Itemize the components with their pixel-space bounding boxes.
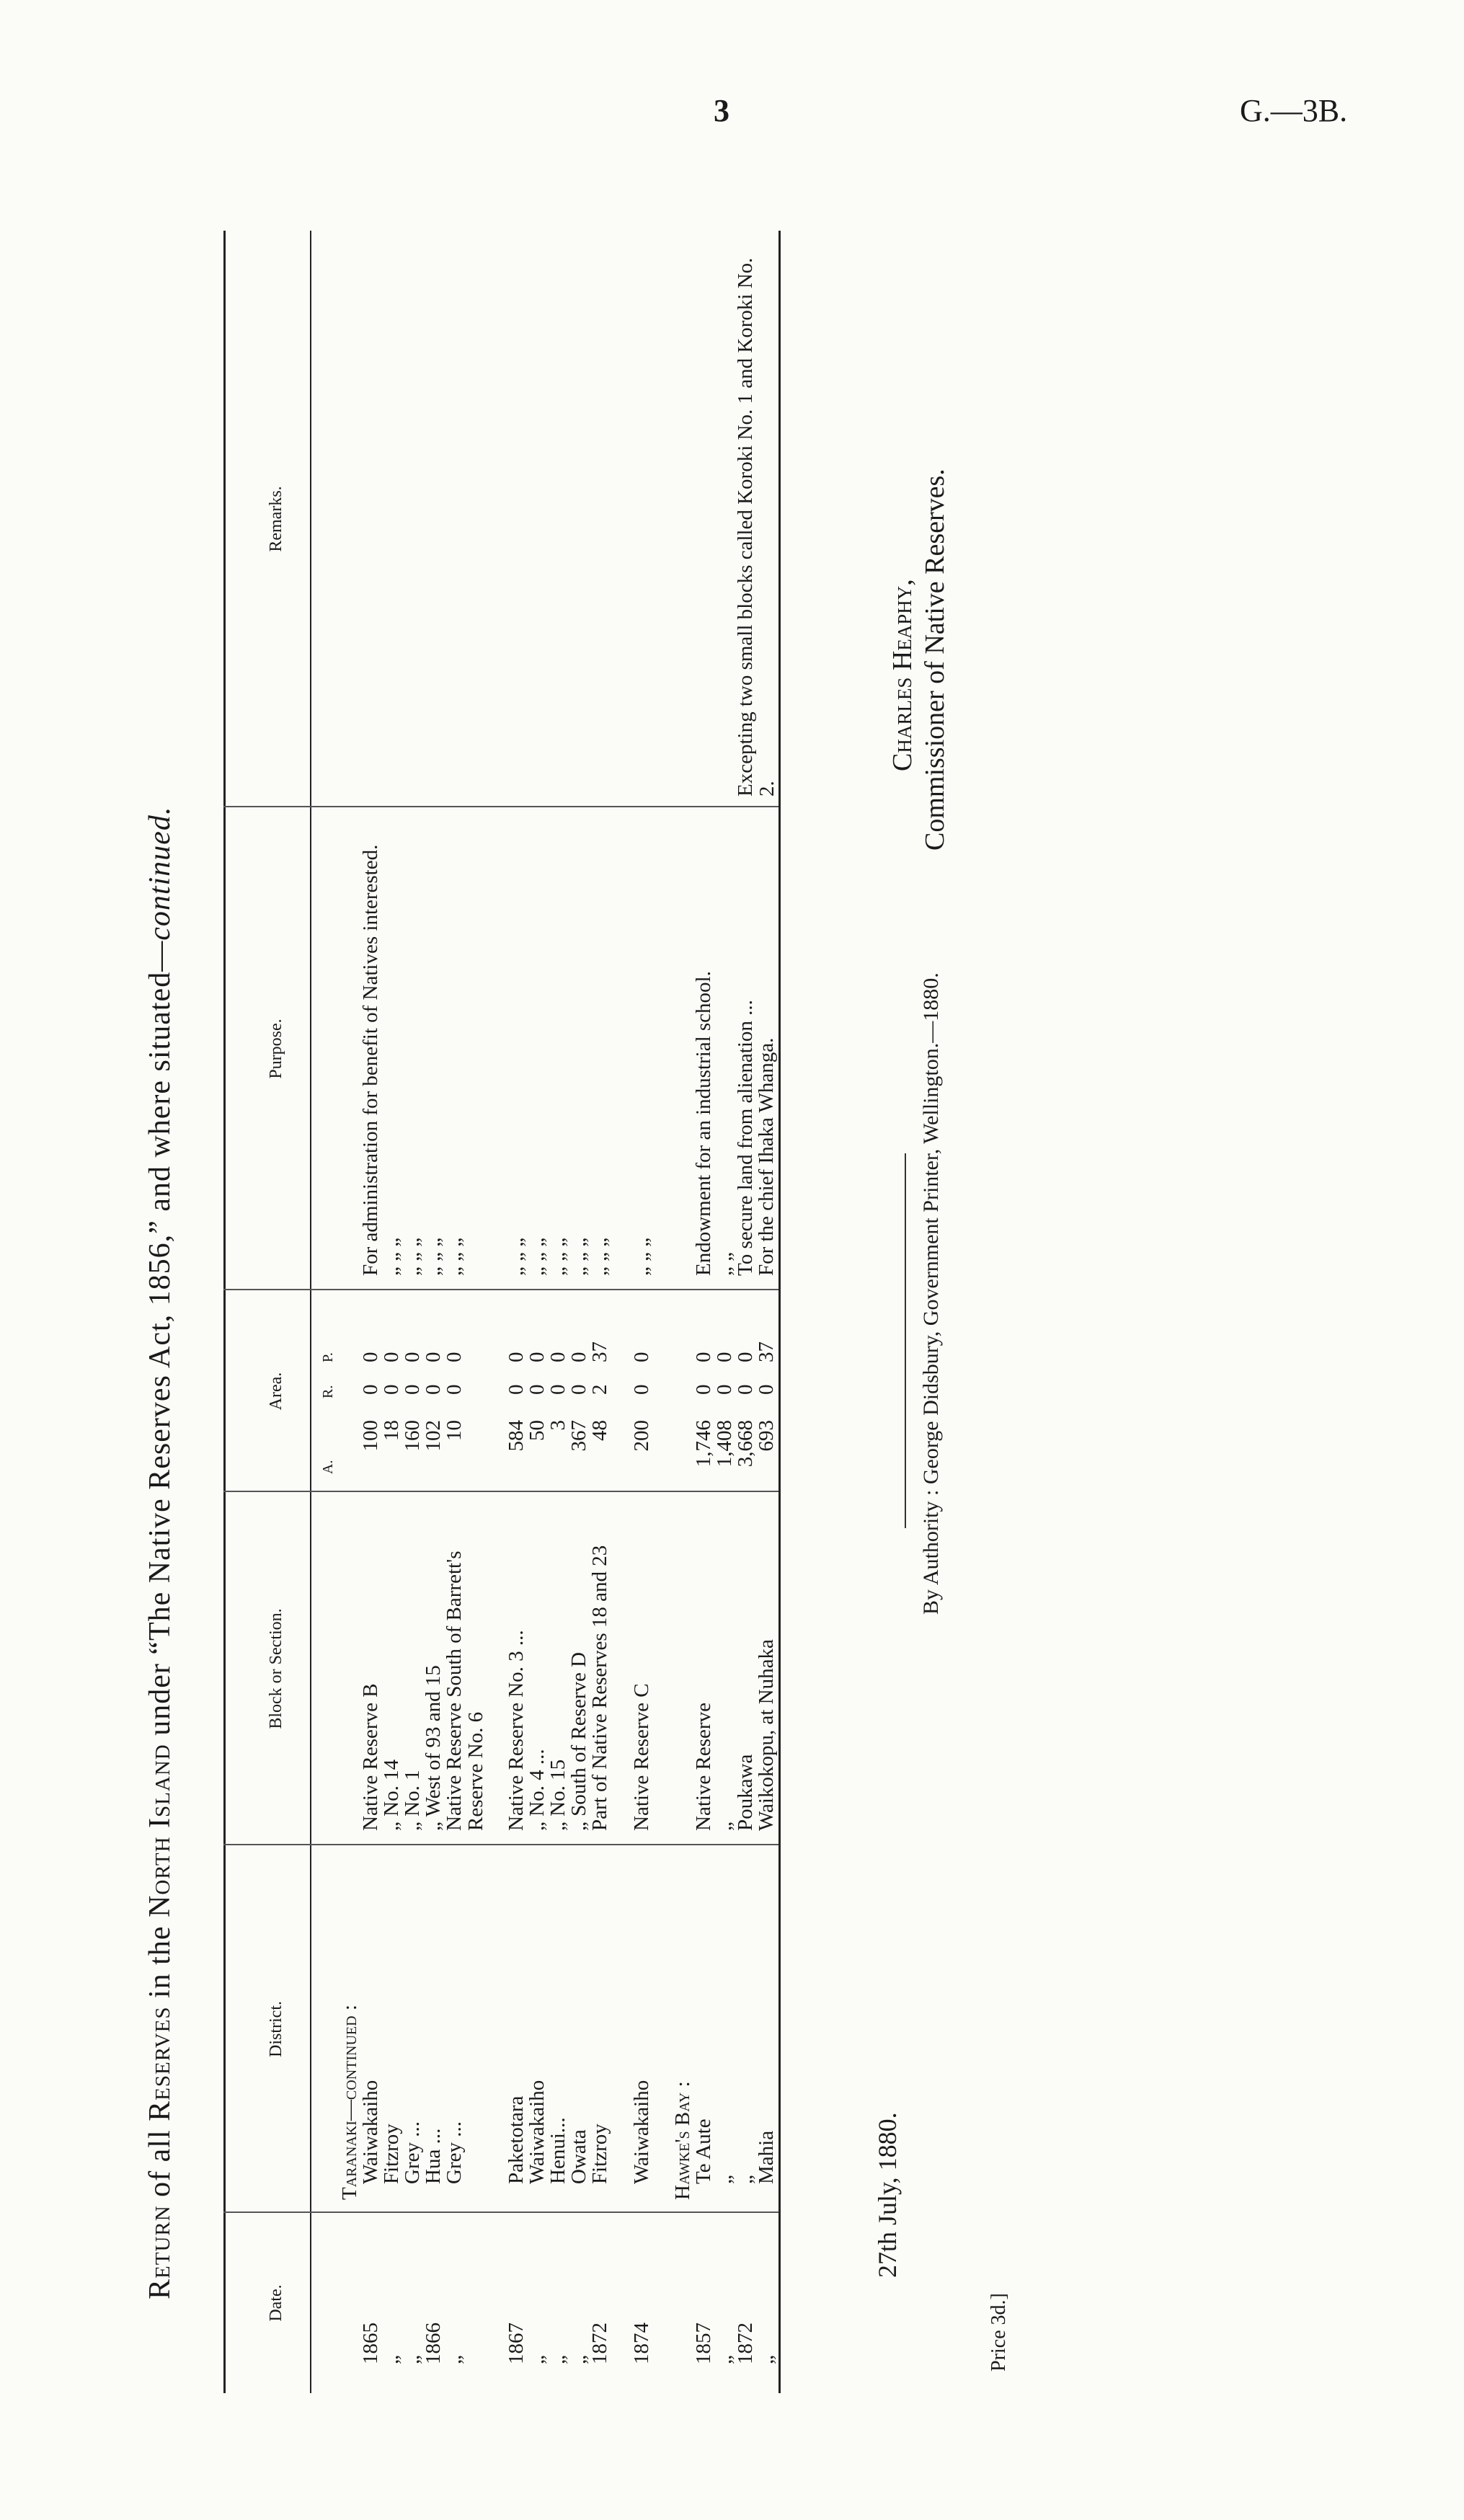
date-signed: 27th July, 1880. [873, 2112, 902, 2278]
block-cell: „ South of Reserve D [567, 1651, 590, 1831]
area-unit-perches: P. [320, 1352, 336, 1362]
date-cell: 1865 [359, 2322, 382, 2364]
block-cell: Native Reserve C [630, 1683, 653, 1831]
purpose-cell: „ „ „ [546, 1237, 569, 1276]
region-heading: Hawke's Bay : [671, 2081, 694, 2200]
date-cell: 1872 [734, 2322, 757, 2364]
page-number: 3 [714, 93, 729, 128]
purpose-cell: „ „ „ [505, 1237, 528, 1276]
signature-name: Charles Heaphy, [887, 579, 918, 771]
area-roods-cell: 0 [401, 1384, 424, 1395]
rotated-table-block [137, 86, 1218, 2393]
area-acres-cell: 1,408 [713, 1420, 736, 1468]
region-heading: Taranaki—continued : [338, 2005, 361, 2200]
col-header-purpose: Purpose. [267, 1019, 285, 1079]
district-cell: „ [734, 2175, 757, 2184]
block-cell: Native Reserve [692, 1703, 715, 1831]
area-perches-cell: 37 [588, 1341, 611, 1362]
area-roods-cell: 2 [588, 1384, 611, 1395]
area-acres-cell: 367 [567, 1420, 590, 1452]
area-perches-cell: 0 [443, 1352, 466, 1362]
district-cell: Mahia [755, 2130, 778, 2184]
area-acres-cell: 48 [588, 1420, 611, 1441]
district-cell: Henui... [546, 2117, 569, 2184]
area-perches-cell: 0 [692, 1352, 715, 1362]
area-acres-cell: 102 [422, 1420, 445, 1452]
area-roods-cell: 0 [692, 1384, 715, 1395]
block-cell: Poukawa [734, 1754, 757, 1831]
table-top-rule [223, 231, 226, 2393]
district-cell: Grey ... [401, 2121, 424, 2184]
imprint-rule [905, 1153, 906, 1528]
area-perches-cell: 0 [734, 1352, 757, 1362]
area-roods-cell: 0 [422, 1384, 445, 1395]
district-cell: Fitzroy [588, 2124, 611, 2184]
area-perches-cell: 37 [755, 1341, 778, 1362]
district-cell: Waiwakaiho [359, 2080, 382, 2184]
date-cell: „ [713, 2355, 736, 2364]
date-cell: 1874 [630, 2322, 653, 2364]
purpose-cell: „ „ „ [567, 1237, 590, 1276]
purpose-cell: „ „ „ [525, 1237, 549, 1276]
area-acres-cell: 693 [755, 1420, 778, 1452]
purpose-cell: For administration for benefit of Natives interested. [359, 844, 382, 1276]
remarks-cell: Excepting two small blocks called Koroki No. 1 and Koroki No. 2. [734, 257, 778, 797]
date-cell: „ [567, 2355, 590, 2364]
col-divider [223, 1289, 778, 1290]
price-note: Price 3d.] [988, 2293, 1010, 2372]
col-header-block: Block or Section. [267, 1608, 285, 1729]
block-cell: Waikokopu, at Nuhaka [755, 1639, 778, 1831]
block-cell: „ [713, 1822, 736, 1831]
area-perches-cell: 0 [713, 1352, 736, 1362]
block-cell: „ No. 1 [401, 1770, 424, 1831]
purpose-cell: To secure land from alienation ... [734, 1000, 757, 1276]
area-roods-cell: 0 [443, 1384, 466, 1395]
purpose-cell: Endowment for an industrial school. [692, 971, 715, 1276]
block-cell: „ West of 93 and 15 [422, 1665, 445, 1831]
district-cell: Fitzroy [380, 2124, 403, 2184]
purpose-cell: „ „ „ [443, 1237, 466, 1276]
purpose-cell: „ „ [713, 1252, 736, 1276]
block-cell: „ No. 15 [546, 1759, 569, 1831]
date-cell: „ [546, 2355, 569, 2364]
block-cell: „ No. 14 [380, 1759, 403, 1831]
area-roods-cell: 0 [505, 1384, 528, 1395]
area-perches-cell: 0 [505, 1352, 528, 1362]
area-roods-cell: 0 [567, 1384, 590, 1395]
col-divider [223, 1844, 778, 1845]
date-cell: 1866 [422, 2322, 445, 2364]
date-cell: „ [525, 2355, 549, 2364]
district-cell: Owata [567, 2129, 590, 2184]
area-roods-cell: 0 [734, 1384, 757, 1395]
col-header-remarks: Remarks. [267, 486, 285, 552]
col-header-area: Area. [267, 1372, 285, 1411]
district-cell: Waiwakaiho [525, 2080, 549, 2184]
date-cell: 1867 [505, 2322, 528, 2364]
area-roods-cell: 0 [380, 1384, 403, 1395]
purpose-cell: „ „ „ [422, 1237, 445, 1276]
col-divider [223, 2211, 778, 2213]
area-acres-cell: 100 [359, 1420, 382, 1452]
area-acres-cell: 18 [380, 1420, 403, 1441]
col-header-district: District. [267, 2001, 285, 2057]
area-perches-cell: 0 [525, 1352, 549, 1362]
block-cell: „ No. 4 ... [525, 1749, 549, 1831]
signature-title: Commissioner of Native Reserves. [920, 469, 950, 851]
table-bottom-rule [778, 231, 781, 2393]
area-acres-cell: 584 [505, 1420, 528, 1452]
area-acres-cell: 160 [401, 1420, 424, 1452]
area-acres-cell: 3 [546, 1420, 569, 1431]
printer-imprint: By Authority : George Didsbury, Government Printer, Wellington.—1880. [919, 972, 943, 1615]
area-roods-cell: 0 [359, 1384, 382, 1395]
area-perches-cell: 0 [359, 1352, 382, 1362]
date-cell: „ [443, 2355, 466, 2364]
date-cell: 1857 [692, 2322, 715, 2364]
area-unit-roods: R. [320, 1385, 336, 1398]
area-perches-cell: 0 [546, 1352, 569, 1362]
area-perches-cell: 0 [630, 1352, 653, 1362]
date-cell: „ [401, 2355, 424, 2364]
series-code: G.—3B. [1240, 93, 1348, 128]
district-cell: Hua ... [422, 2128, 445, 2184]
area-acres-cell: 50 [525, 1420, 549, 1441]
area-roods-cell: 0 [546, 1384, 569, 1395]
area-acres-cell: 3,668 [734, 1420, 757, 1468]
area-roods-cell: 0 [630, 1384, 653, 1395]
district-cell: „ [713, 2175, 736, 2184]
area-roods-cell: 0 [713, 1384, 736, 1395]
date-cell: „ [380, 2355, 403, 2364]
area-acres-cell: 10 [443, 1420, 466, 1441]
area-perches-cell: 0 [401, 1352, 424, 1362]
area-roods-cell: 0 [525, 1384, 549, 1395]
area-roods-cell: 0 [755, 1384, 778, 1395]
district-cell: Te Aute [692, 2119, 715, 2184]
date-cell: 1872 [588, 2322, 611, 2364]
block-cell: Part of Native Reserves 18 and 23 [588, 1545, 611, 1831]
area-acres-cell: 1,746 [692, 1420, 715, 1468]
district-cell: Waiwakaiho [630, 2080, 653, 2184]
purpose-cell: For the chief Ihaka Whanga. [755, 1037, 778, 1276]
col-divider [223, 1491, 778, 1492]
block-cell: Native Reserve No. 3 ... [505, 1630, 528, 1831]
purpose-cell: „ „ „ [630, 1237, 653, 1276]
table-title: Return of all Reserves in the North Island under “The Native Reserves Act, 1856,” and where situated—continued. [143, 806, 177, 2299]
area-acres-cell: 200 [630, 1420, 653, 1452]
col-divider [223, 806, 778, 807]
purpose-cell: „ „ „ [588, 1237, 611, 1276]
col-header-date: Date. [267, 2284, 285, 2322]
area-perches-cell: 0 [422, 1352, 445, 1362]
block-cell: Native Reserve B [359, 1683, 382, 1831]
area-perches-cell: 0 [380, 1352, 403, 1362]
area-unit-acres: A. [320, 1460, 336, 1474]
purpose-cell: „ „ „ [401, 1237, 424, 1276]
header-bottom-rule [310, 231, 311, 2393]
purpose-cell: „ „ „ [380, 1237, 403, 1276]
date-cell: „ [755, 2355, 778, 2364]
district-cell: Grey ... [443, 2121, 466, 2184]
block-cell: Native Reserve South of Barrett's Reserve No. 6 [443, 1550, 487, 1831]
area-perches-cell: 0 [567, 1352, 590, 1362]
district-cell: Paketotara [505, 2095, 528, 2184]
